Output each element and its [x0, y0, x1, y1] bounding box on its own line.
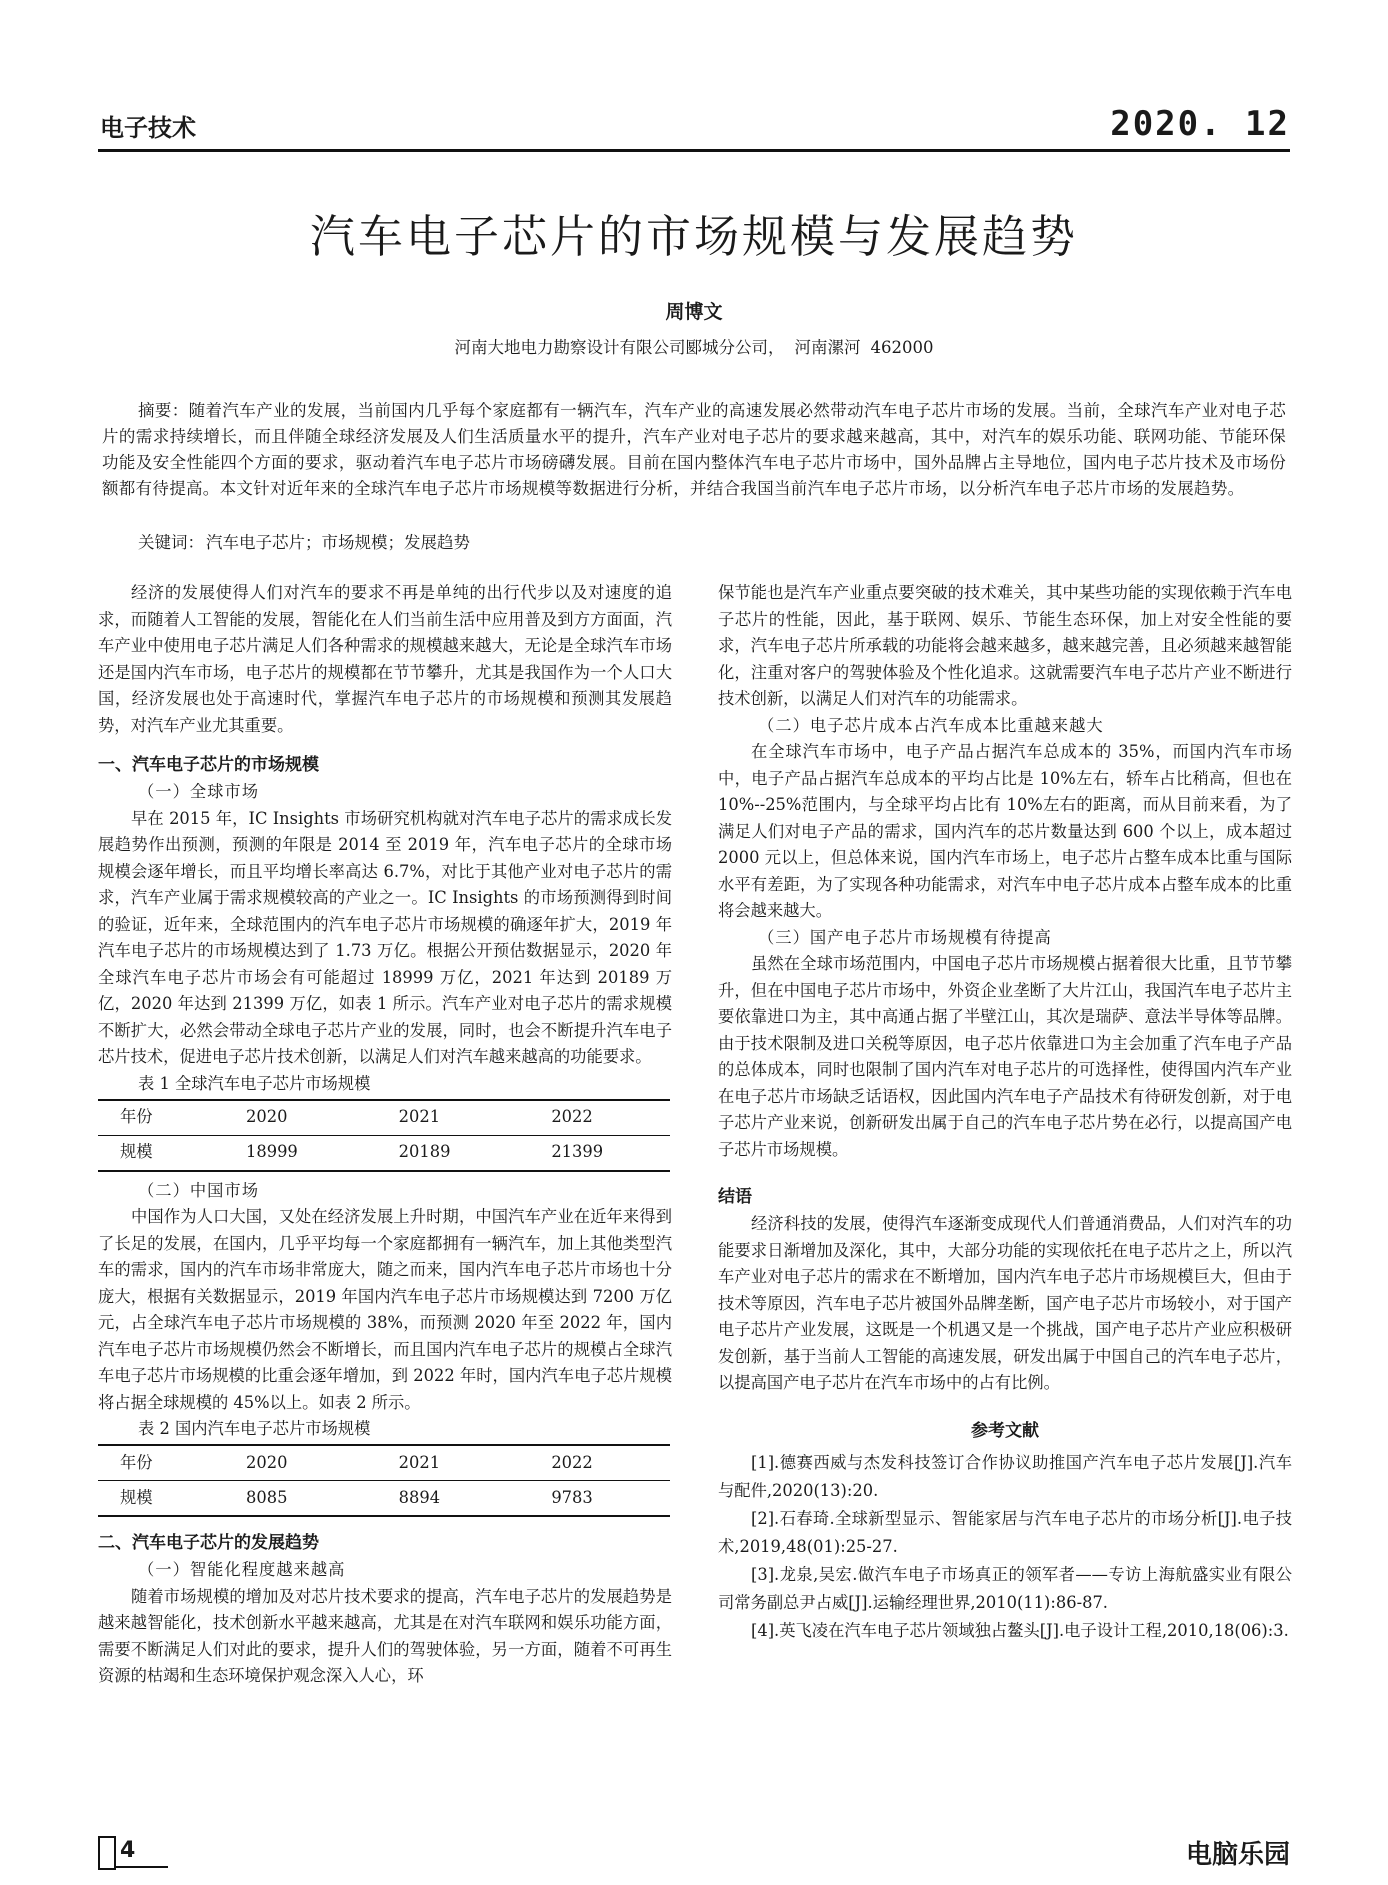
- section-heading-conclusion: 结语: [718, 1187, 752, 1207]
- paragraph-intelligence: 随着市场规模的增加及对芯片技术要求的提高，汽车电子芯片的发展趋势是越来越智能化，技术创新水平越来越高，尤其是在对汽车联网和娱乐功能方面，需要不断满足人们对此的要求，提升人们的驾驶体验，另一方面，随着不可再生资源的枯竭和生态环境保护观念深入人心，环: [98, 1586, 672, 1685]
- table-cell: 20189: [365, 1135, 518, 1171]
- table-cell: 18999: [212, 1135, 365, 1171]
- author-name: 周博文: [665, 301, 723, 323]
- table-cell: 2022: [551, 1107, 593, 1127]
- subheading-cost-share: （二）电子芯片成本占汽车成本比重越来越大: [758, 715, 1104, 735]
- table-row: [98, 1481, 670, 1517]
- intro-paragraph: 经济的发展使得人们对汽车的要求不再是单纯的出行代步以及对速度的追求，而随着人工智能的发展，智能化在人们当前生活中应用普及到方方面面，汽车产业中使用电子芯片满足人们各种需求的规模越来越大，无论是全球汽车市场还是国内汽车市场，电子芯片的规模都在节节攀升，尤其是我国作为一个人口大国，经济发展也处于高速时代，掌握汽车电子芯片的市场规模和预测其发展趋势，对汽车产业尤其重要。: [98, 583, 672, 735]
- affiliation-city: 河南漯河: [794, 338, 861, 357]
- subheading-intelligence: （一）智能化程度越来越高: [138, 1560, 346, 1579]
- subheading-global-market: （一）全球市场: [138, 782, 259, 801]
- section-heading-trends: 二、汽车电子芯片的发展趋势: [98, 1533, 319, 1553]
- table-cell: 规模: [98, 1135, 212, 1171]
- paragraph-global-market: 早在 2015 年，IC Insights 市场研究机构就对汽车电子芯片的需求成长发展趋势作出预测，预测的年限是 2014 至 2019 年，汽车电子芯片的全球市场规模会逐年增长，而且平均增长率高达 6.7%，对比于其他产业对电子芯片的需求，汽车产业属于需求规模较高的产业之一。IC Insights 的市场预测得到时间的验证，近年来，全球范围内的汽车电子芯片市场规模的确逐年扩大，2019 年汽车电子芯片的市场规模达到了 1.73 万亿。根据公开预估数据显示，2020 年全球汽车电子芯片市场会有可能超过 18999 万亿，2021 年达到 20189 万亿，2020 年达到 21399 万亿，如表 1 所示。汽车产业对电子芯片的需求规模不断扩大，必然会带动全球电子芯片产业的发展，同时，也会不断提升汽车电子芯片技术，促进电子芯片技术创新，以满足人们对汽车越来越高的功能要求。: [98, 808, 672, 1066]
- paragraph-domestic-market: 虽然在全球市场范围内，中国电子芯片市场规模占据着很大比重，且节节攀升，但在中国电子芯片市场中，外资企业垄断了大片江山，我国汽车电子芯片主要依靠进口为主，其中高通占据了半壁江山，其次是瑞萨、意法半导体等品牌。由于技术限制及进口关税等原因，电子芯片依靠进口为主会加重了汽车电子产品的总体成本，同时也限制了国内汽车对电子芯片的可选择性，使得国内汽车产业在电子芯片市场缺乏话语权，因此国内汽车电子产品技术有待研发创新，对于电子芯片产业来说，创新研发出属于自己的汽车电子芯片势在必行，以提高国产电子芯片市场规模。: [718, 954, 1292, 1159]
- reference-item: [4].英飞凌在汽车电子芯片领域独占鳌头[J].电子设计工程,2010,18(06):3.: [751, 1620, 1289, 1640]
- keywords: [102, 530, 1286, 556]
- paragraph-cost-share: 在全球汽车市场中，电子产品占据汽车总成本的 35%，而国内汽车市场中，电子产品占据汽车总成本的平均占比是 10%左右，轿车占比稍高，但也在 10%--25%范围内，与全球平均占比有 10%左右的距离，而从目前来看，为了满足人们对电子产品的需求，国内汽车的芯片数量达到 600 个以上，成本超过 2000 元以上，但总体来说，国内汽车市场上，电子芯片占整车成本比重与国际水平有差距，为了实现各种功能需求，对汽车中电子芯片成本占整车成本的比重将会越来越大。: [718, 742, 1292, 920]
- publication-brand: 电脑乐园: [1185, 1840, 1290, 1870]
- affiliation: [98, 334, 1290, 358]
- keywords-value: 汽车电子芯片；市场规模；发展趋势: [206, 533, 470, 552]
- table-cell: 年份: [120, 1452, 153, 1472]
- table-china-market: [98, 1444, 670, 1517]
- table-cell: 年份: [120, 1107, 153, 1127]
- table-row: [98, 1445, 670, 1481]
- table-cell: 2021: [398, 1452, 441, 1472]
- table-cell: 9783: [517, 1481, 670, 1517]
- table-cell: 2020: [246, 1452, 288, 1472]
- page-number: 4: [120, 1838, 136, 1863]
- reference-item: [3].龙泉,吴宏.做汽车电子市场真正的领军者——专访上海航盛实业有限公司常务副总尹占威[J].运输经理世界,2010(11):86-87.: [718, 1564, 1292, 1612]
- table-global-market: [98, 1099, 670, 1172]
- subheading-domestic-market: （三）国产电子芯片市场规模有待提高: [758, 927, 1052, 947]
- page-marker-box: [98, 1836, 116, 1870]
- table1-caption: 表 1 全球汽车电子芯片市场规模: [138, 1073, 371, 1093]
- issue-number: 2020. 12: [1110, 104, 1290, 144]
- header-rule: [98, 149, 1290, 152]
- running-header: [98, 104, 1290, 148]
- table-cell: 8085: [212, 1481, 365, 1517]
- paper-title: 汽车电子芯片的市场规模与发展趋势: [309, 210, 1078, 263]
- affiliation-zip: 462000: [870, 338, 934, 357]
- section-heading-market-size: 一、汽车电子芯片的市场规模: [98, 755, 319, 775]
- right-column: [718, 580, 1292, 1645]
- table-row: [98, 1100, 670, 1136]
- left-column: [98, 580, 672, 1690]
- table-cell: 2020: [246, 1107, 288, 1127]
- table-cell: 8894: [365, 1481, 518, 1517]
- table-cell: 2021: [398, 1107, 441, 1127]
- paragraph-conclusion: 经济科技的发展，使得汽车逐渐变成现代人们普通消费品，人们对汽车的功能要求日渐增加及深化，其中，大部分功能的实现依托在电子芯片之上，所以汽车产业对电子芯片的需求在不断增加，国内汽车电子芯片市场规模巨大，但由于技术等原因，汽车电子芯片被国外品牌垄断，国产电子芯片市场较小，对于国产电子芯片产业发展，这既是一个机遇又是一个挑战，国产电子芯片产业应积极研发创新，基于当前人工智能的高速发展，研发出属于中国自己的汽车电子芯片，以提高国产电子芯片在汽车市场中的占有比例。: [718, 1214, 1292, 1392]
- keywords-label: 关键词：: [138, 533, 204, 552]
- table-cell: 2022: [551, 1452, 593, 1472]
- abstract: 摘要：随着汽车产业的发展，当前国内几乎每个家庭都有一辆汽车，汽车产业的高速发展必然带动汽车电子芯片市场的发展。当前，全球汽车产业对电子芯片的需求持续增长，而且伴随全球经济发展及人们生活质量水平的提升，汽车产业对电子芯片的要求越来越高，其中，对汽车的娱乐功能、联网功能、节能环保功能及安全性能四个方面的要求，驱动着汽车电子芯片市场磅礴发展。目前在国内整体汽车电子芯片市场中，国外品牌占主导地位，国内电子芯片技术及市场份额都有待提高。本文针对近年来的全球汽车电子芯片市场规模等数据进行分析，并结合我国当前汽车电子芯片市场，以分析汽车电子芯片市场的发展趋势。: [102, 401, 1286, 498]
- reference-item: [2].石春琦.全球新型显示、智能家居与汽车电子芯片的市场分析[J].电子技术,2019,48(01):25-27.: [718, 1508, 1292, 1556]
- table-cell: 21399: [517, 1135, 670, 1171]
- subheading-china-market: （二）中国市场: [138, 1180, 259, 1200]
- affiliation-org: 河南大地电力勘察设计有限公司郾城分公司，: [454, 338, 785, 357]
- table-cell: 规模: [98, 1481, 212, 1517]
- paragraph-intelligence-continued: 保节能也是汽车产业重点要突破的技术难关，其中某些功能的实现依赖于汽车电子芯片的性能，因此，基于联网、娱乐、节能生态环保，加上对安全性能的要求，汽车电子芯片所承载的功能将会越来越多，越来越完善，且必须越来越智能化，注重对客户的驾驶体验及个性化追求。这就需要汽车电子芯片产业不断进行技术创新，以满足人们对汽车的功能需求。: [718, 583, 1292, 708]
- paragraph-china-market: 中国作为人口大国，又处在经济发展上升时期，中国汽车产业在近年来得到了长足的发展，在国内，几乎平均每一个家庭都拥有一辆汽车，加上其他类型汽车的需求，国内的汽车市场非常庞大，随之而来，国内汽车电子芯片市场也十分庞大，根据有关数据显示，2019 年国内汽车电子芯片市场规模达到 7200 万亿元，占全球汽车电子芯片市场规模的 38%，而预测 2020 年至 2022 年，国内汽车电子芯片市场规模仍然会不断增长，而且国内汽车电子芯片的规模占全球汽车电子芯片市场规模的比重会逐年增加，到 2022 年时，国内汽车电子芯片规模将占据全球规模的 45%以上。如表 2 所示。: [98, 1207, 672, 1412]
- journal-name: 电子技术: [100, 114, 196, 142]
- footer-rule: [116, 1866, 168, 1868]
- reference-item: [1].德赛西威与杰发科技签订合作协议助推国产汽车电子芯片发展[J].汽车与配件,2020(13):20.: [718, 1452, 1292, 1500]
- table2-caption: 表 2 国内汽车电子芯片市场规模: [138, 1419, 371, 1438]
- table-row: [98, 1135, 670, 1171]
- references-heading: 参考文献: [971, 1420, 1039, 1441]
